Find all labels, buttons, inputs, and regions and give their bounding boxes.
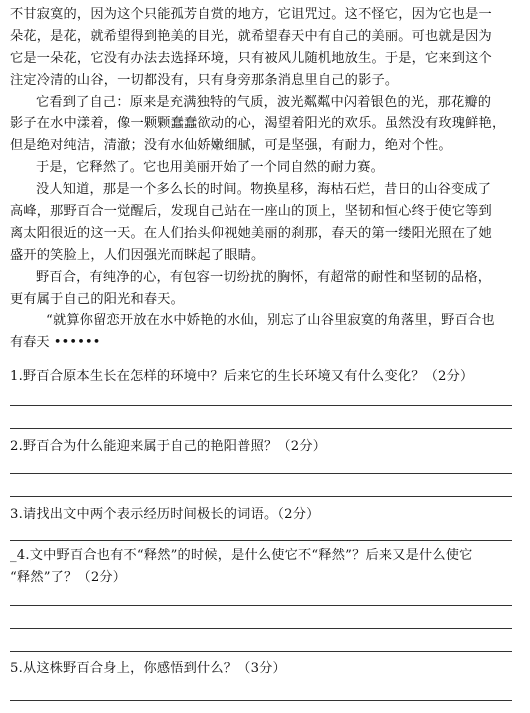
answer-line-1b[interactable] bbox=[10, 428, 512, 429]
passage-line: 没人知道，那是一个多么长的时间。物换星移，海枯石烂，昔日的山谷变成了 bbox=[36, 182, 492, 198]
passage-line: 野百合，有纯净的心，有包容一切纷扰的胸怀，有超常的耐性和坚韧的品格， bbox=[36, 269, 492, 285]
question-3 bbox=[10, 504, 522, 526]
question-5-text: 5.从这株野百合身上，你感悟到什么？（3分） bbox=[10, 661, 286, 676]
answer-line-2b[interactable] bbox=[10, 496, 512, 497]
question-2 bbox=[10, 436, 522, 458]
question-5 bbox=[10, 658, 522, 680]
answer-line-2a[interactable] bbox=[10, 473, 512, 474]
answer-line-4b[interactable] bbox=[10, 628, 512, 629]
passage-line: 朵花，是花，就希望得到艳美的目光，就希望春天中有自己的美丽。可也就是因为 bbox=[10, 28, 492, 44]
question-1 bbox=[10, 366, 522, 388]
passage-line: 有春天 •••••• bbox=[10, 335, 101, 351]
answer-line-4a[interactable] bbox=[10, 605, 512, 606]
answer-line-4c[interactable] bbox=[10, 651, 512, 652]
passage-line: 盛开的笑脸上，人们因强光而眯起了眼睛。 bbox=[10, 247, 265, 263]
passage-line: 它看到了自己：原来是充满独特的气质，波光粼粼中闪着银色的光，那花瓣的 bbox=[36, 94, 492, 110]
passage-line: 更有属于自己的阳光和春天。 bbox=[10, 291, 185, 307]
answer-line-5[interactable] bbox=[10, 700, 512, 701]
question-2-text: 2.野百合为什么能迎来属于自己的艳阳普照？（2分） bbox=[10, 439, 327, 454]
passage-line: 于是，它释然了。它也用美丽开始了一个同自然的耐力赛。 bbox=[36, 160, 385, 176]
passage-line: 离太阳很近的这一天。在人们抬头仰视她美丽的刹那，春天的第一缕阳光照在了她 bbox=[10, 225, 492, 241]
passage-line: 注定冷清的山谷，一切都没有，只有身旁那条消息里自己的影子。 bbox=[10, 72, 399, 88]
question-4-text-line2: “释然”了？（2分） bbox=[10, 569, 127, 585]
passage-line: 但是绝对纯洁，清澈；没有水仙娇嫩细腻，可是坚强，有耐力，绝对个性。 bbox=[10, 138, 452, 154]
reading-passage bbox=[10, 4, 522, 354]
answer-line-1a[interactable] bbox=[10, 405, 512, 406]
question-4-text-line1: _4.文中野百合也有不“释然”的时候，是什么使它不“释然”？后来又是什么使它 bbox=[10, 548, 473, 563]
question-1-text: 1.野百合原本生长在怎样的环境中？后来它的生长环境又有什么变化？（2分） bbox=[10, 369, 474, 384]
passage-line: 不甘寂寞的，因为这个只能孤芳自赏的地方，它诅咒过。这不怪它，因为它也是一 bbox=[10, 7, 492, 22]
passage-line: 影子在水中漾着，像一颗颗蠢蠢欲动的心，渴望着阳光的欢乐。虽然没有玫瑰鲜艳， bbox=[10, 116, 506, 132]
passage-line: 它是一朵花，它没有办法去选择环境，只有被风儿随机地放生。于是，它来到这个 bbox=[10, 50, 492, 66]
passage-line: 高峰，那野百合一觉醒后，发现自己站在一座山的顶上，坚韧和恒心终于使它等到 bbox=[10, 204, 492, 220]
question-3-text: 3.请找出文中两个表示经历时间极长的词语。（2分） bbox=[10, 507, 320, 522]
question-4 bbox=[10, 545, 522, 589]
passage-line: “就算你留恋开放在水中娇艳的水仙，别忘了山谷里寂寞的角落里，野百合也 bbox=[46, 313, 495, 329]
answer-line-3[interactable] bbox=[10, 540, 512, 541]
